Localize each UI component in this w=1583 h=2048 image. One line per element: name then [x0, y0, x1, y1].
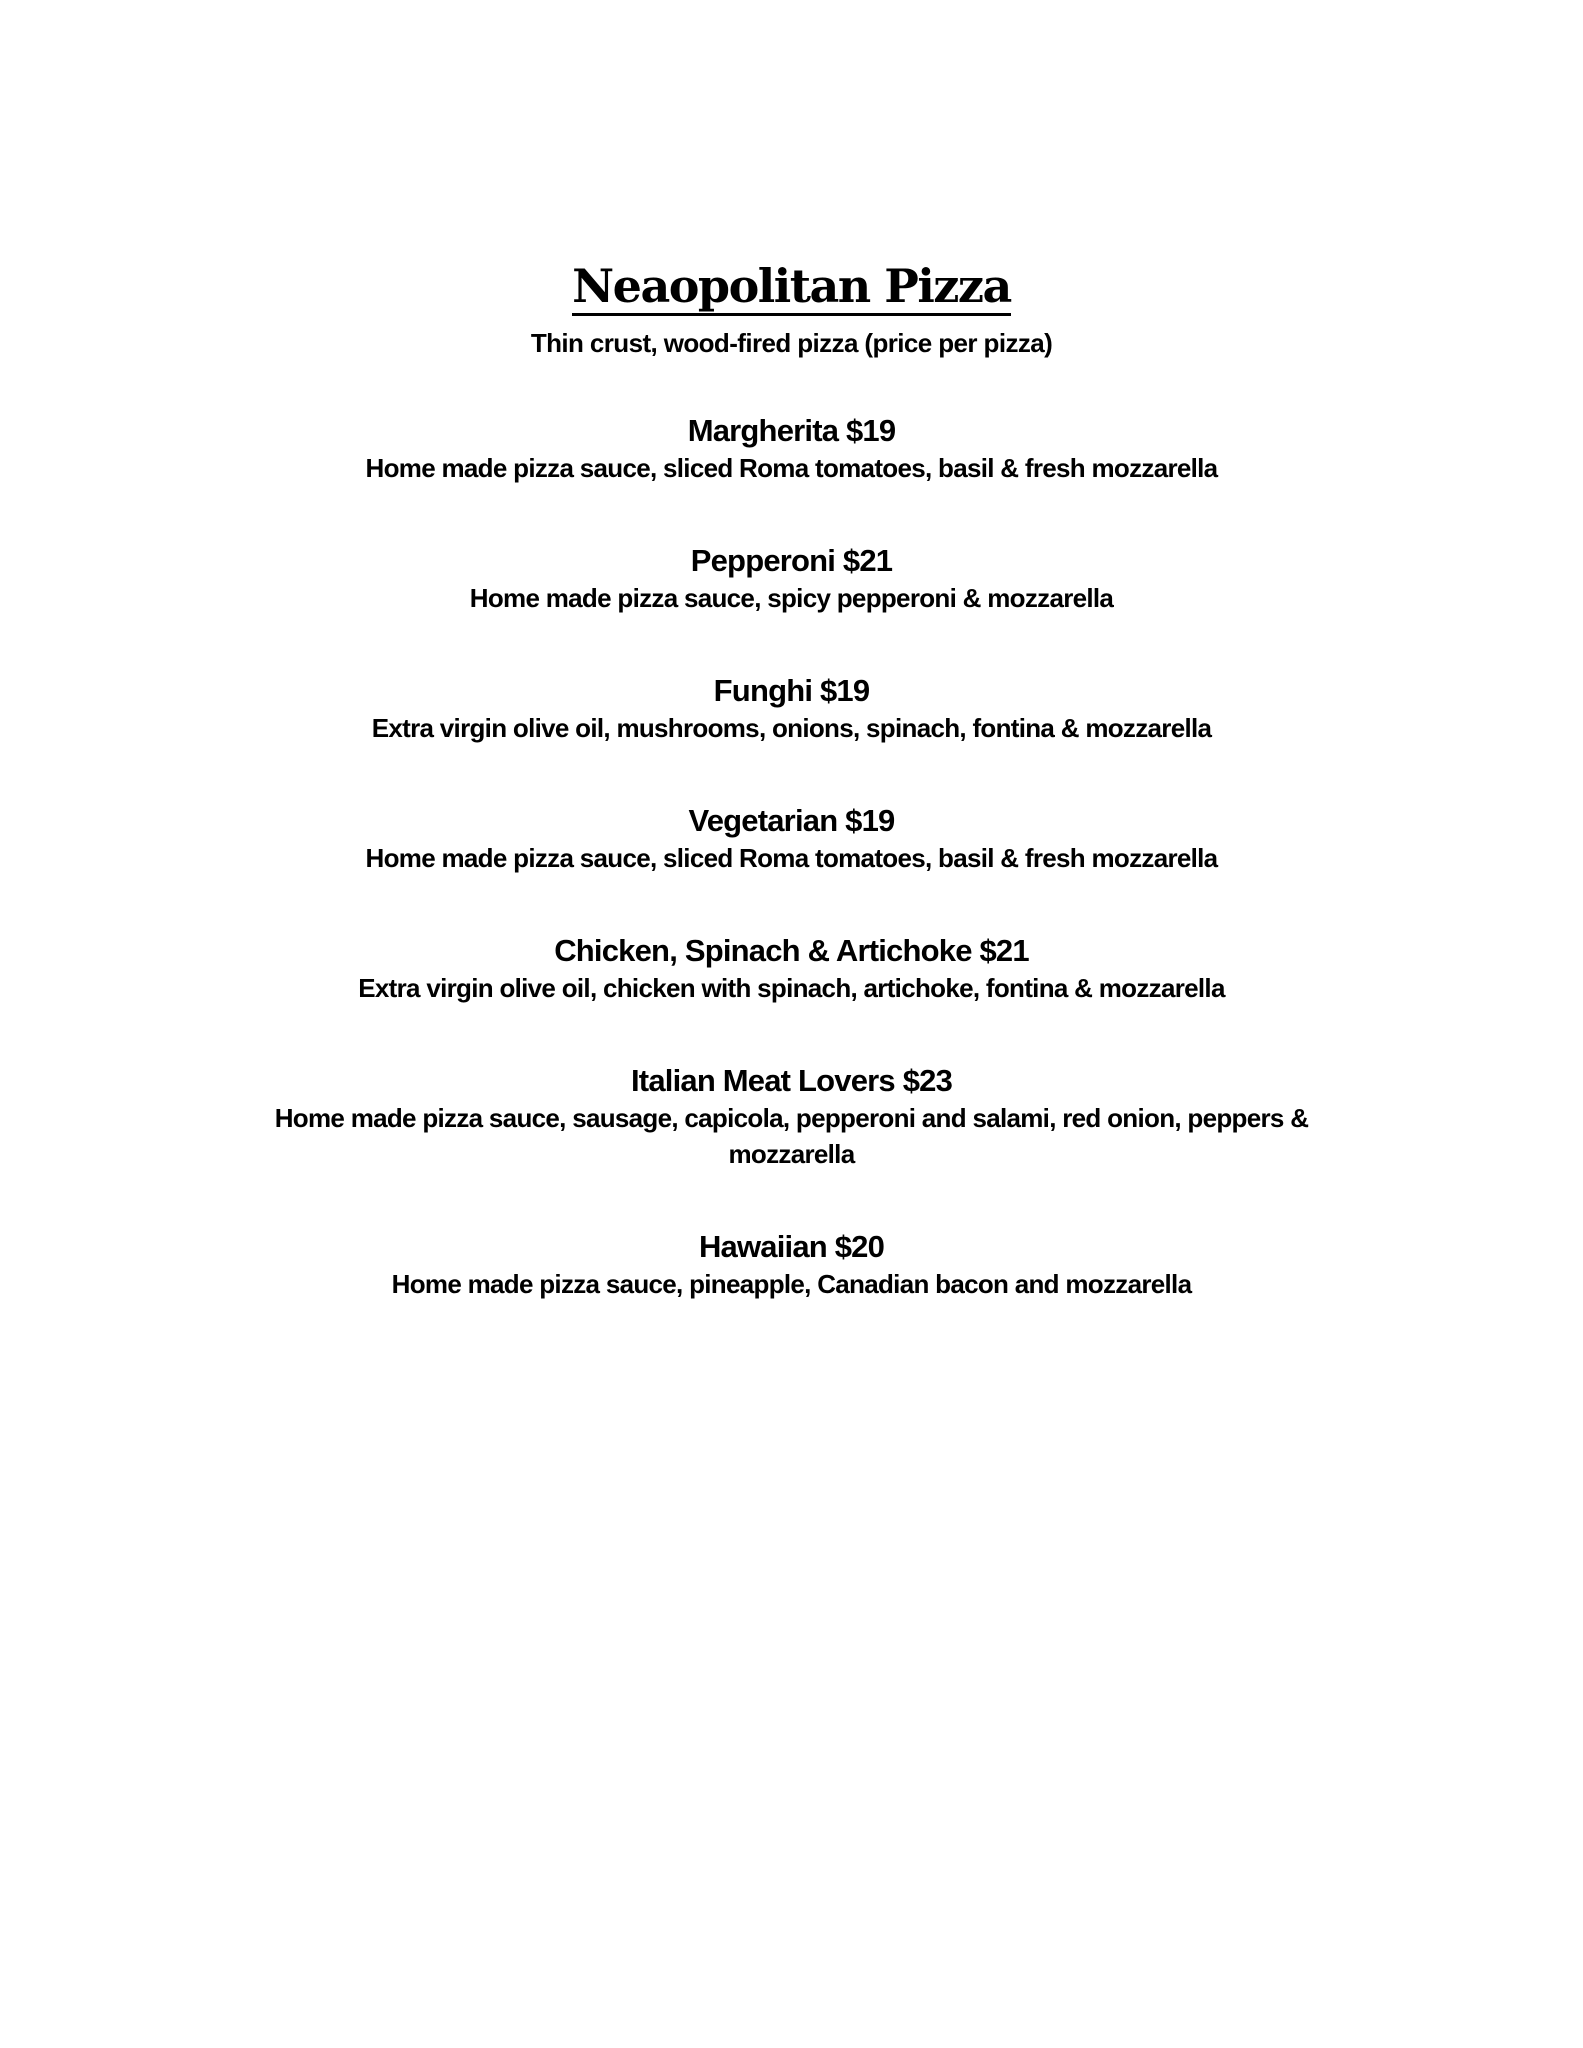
item-description: Home made pizza sauce, sliced Roma tomatoes, basil & fresh mozzarella [365, 453, 1218, 483]
item-name: Chicken, Spinach & Artichoke $21 [554, 933, 1029, 968]
menu-item-vegetarian [0, 802, 1583, 876]
menu-subtitle: Thin crust, wood-fired pizza (price per pizza) [530, 328, 1053, 358]
item-name: Hawaiian $20 [698, 1229, 885, 1264]
menu-item-margherita [0, 412, 1583, 486]
menu-item-funghi [0, 672, 1583, 746]
menu-title [0, 258, 1583, 314]
item-description: Home made pizza sauce, sausage, capicola, pepperoni and salami, red onion, peppers & mozzarella [274, 1103, 1309, 1169]
item-name: Italian Meat Lovers $23 [630, 1063, 953, 1098]
menu-item-chicken-spinach-artichoke [0, 932, 1583, 1006]
item-name: Margherita $19 [687, 413, 896, 448]
item-name: Vegetarian $19 [688, 803, 895, 838]
item-name: Funghi $19 [713, 673, 870, 708]
item-description: Extra virgin olive oil, mushrooms, onions, spinach, fontina & mozzarella [371, 713, 1212, 743]
menu-items [0, 412, 1583, 1358]
item-description: Home made pizza sauce, pineapple, Canadian bacon and mozzarella [391, 1269, 1192, 1299]
menu-item-hawaiian [0, 1228, 1583, 1302]
menu-item-pepperoni [0, 542, 1583, 616]
item-description: Home made pizza sauce, spicy pepperoni & mozzarella [469, 583, 1114, 613]
menu-item-italian-meat-lovers [0, 1062, 1583, 1172]
item-name: Pepperoni $21 [690, 543, 893, 578]
menu-title-text: Neaopolitan Pizza [572, 259, 1011, 316]
item-description: Home made pizza sauce, sliced Roma tomatoes, basil & fresh mozzarella [365, 843, 1218, 873]
item-description: Extra virgin olive oil, chicken with spinach, artichoke, fontina & mozzarella [358, 973, 1225, 1003]
